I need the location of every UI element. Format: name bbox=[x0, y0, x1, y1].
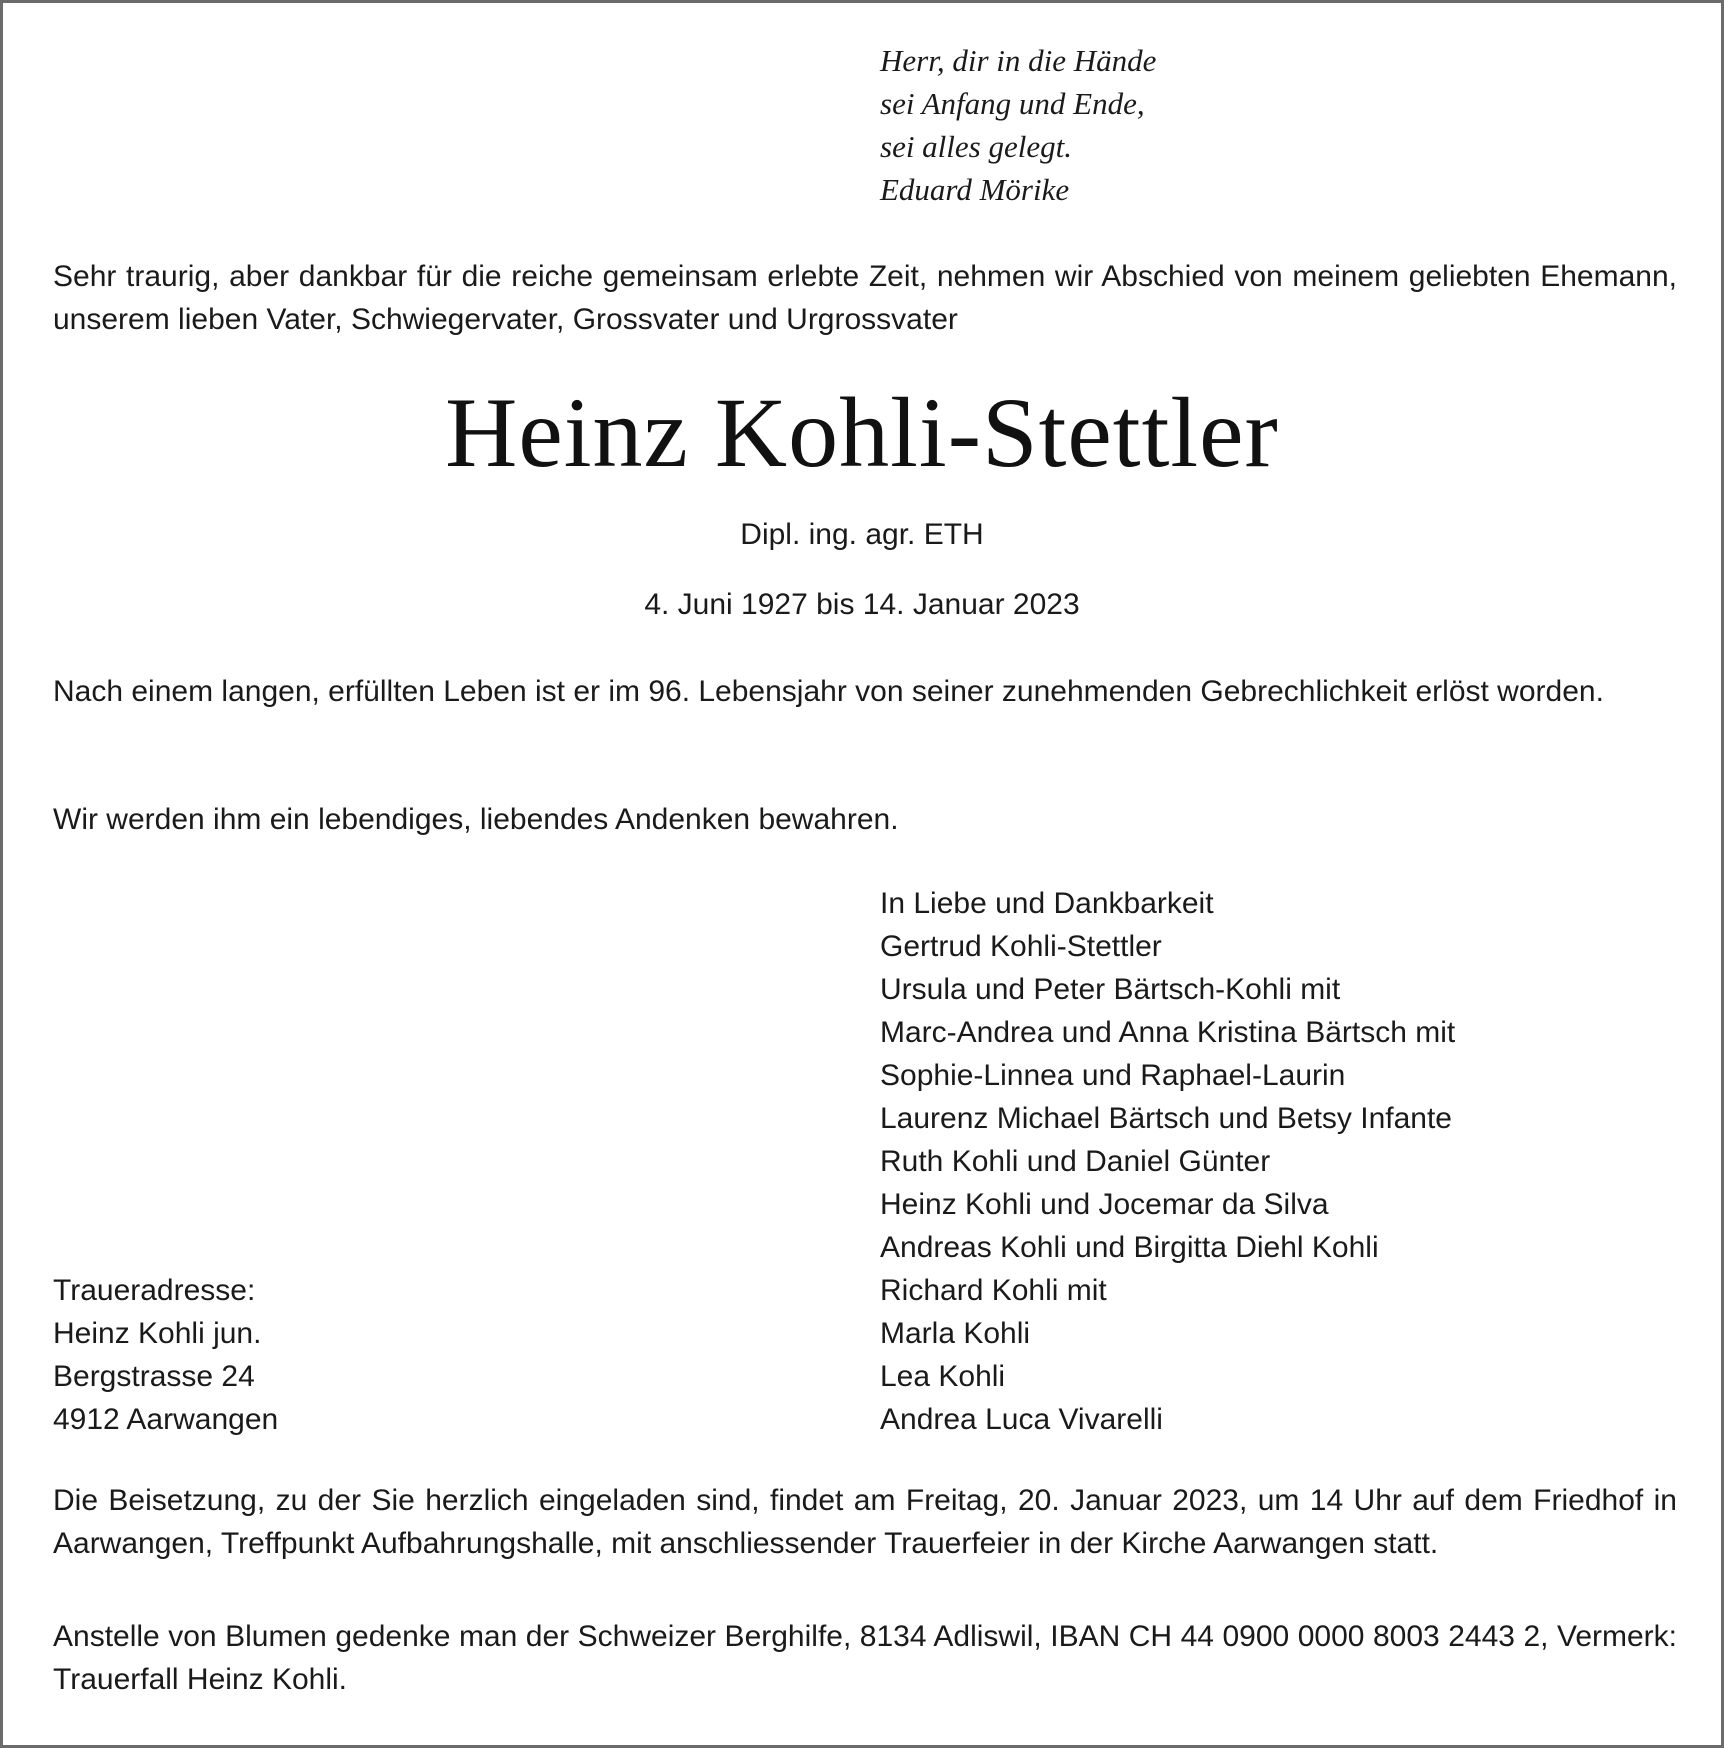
signer-line: Marla Kohli bbox=[880, 1317, 1031, 1350]
deceased-title: Dipl. ing. agr. ETH bbox=[740, 518, 984, 551]
address-label: Traueradresse: bbox=[53, 1274, 256, 1307]
signer-line: Ursula und Peter Bärtsch-Kohli mit bbox=[880, 973, 1341, 1006]
motto-line: sei alles gelegt. bbox=[880, 129, 1072, 164]
signer-line: Sophie-Linnea und Raphael-Laurin bbox=[880, 1059, 1346, 1092]
motto-quote bbox=[880, 39, 1156, 211]
intro-text: Sehr traurig, aber dankbar für die reiche gemeinsam erlebte Zeit, nehmen wir Abschied von meinem geliebten Ehemann, unserem lieben Vater, Schwiegervater, Grossvater und Urgrossvater bbox=[53, 260, 1677, 336]
motto-line: Herr, dir in die Hände bbox=[880, 43, 1157, 78]
address-name: Heinz Kohli jun. bbox=[53, 1317, 262, 1350]
funeral-info: Die Beisetzung, zu der Sie herzlich eingeladen sind, findet am Freitag, 20. Januar 2023, um 14 Uhr auf dem Friedhof in Aarwangen, Treffpunkt Aufbahrungshalle, mit anschliessender Trauerfeier in der Kirche Aarwangen statt. bbox=[53, 1484, 1677, 1560]
signer-line: Andreas Kohli und Birgitta Diehl Kohli bbox=[880, 1231, 1379, 1264]
address-city: 4912 Aarwangen bbox=[53, 1403, 279, 1436]
deceased-name: Heinz Kohli-Stettler bbox=[445, 377, 1279, 488]
signer-line: Andrea Luca Vivarelli bbox=[880, 1403, 1163, 1436]
signer-line: Heinz Kohli und Jocemar da Silva bbox=[880, 1188, 1329, 1221]
signer-line: Lea Kohli bbox=[880, 1360, 1006, 1393]
body-paragraph: Wir werden ihm ein lebendiges, liebendes Andenken bewahren. bbox=[53, 803, 899, 836]
signers-list bbox=[880, 882, 1455, 1441]
signer-line: Ruth Kohli und Daniel Günter bbox=[880, 1145, 1271, 1178]
donation-info: Anstelle von Blumen gedenke man der Schweizer Berghilfe, 8134 Adliswil, IBAN CH 44 0900 0000 8003 2443 2, Vermerk: Trauerfall Heinz Kohli. bbox=[53, 1620, 1677, 1696]
address-street: Bergstrasse 24 bbox=[53, 1360, 255, 1393]
signer-line: Laurenz Michael Bärtsch und Betsy Infante bbox=[880, 1102, 1452, 1135]
signer-line: Marc-Andrea und Anna Kristina Bärtsch mit bbox=[880, 1016, 1456, 1049]
life-dates: 4. Juni 1927 bis 14. Januar 2023 bbox=[644, 588, 1080, 621]
motto-line: sei Anfang und Ende, bbox=[880, 86, 1145, 121]
signer-line: Richard Kohli mit bbox=[880, 1274, 1107, 1307]
motto-author: Eduard Mörike bbox=[880, 172, 1070, 207]
mourning-address bbox=[53, 1269, 278, 1441]
signer-line: Gertrud Kohli-Stettler bbox=[880, 930, 1162, 963]
body-paragraph: Nach einem langen, erfüllten Leben ist er im 96. Lebensjahr von seiner zunehmenden Gebrechlichkeit erlöst worden. bbox=[53, 675, 1604, 708]
signer-line: In Liebe und Dankbarkeit bbox=[880, 887, 1214, 920]
